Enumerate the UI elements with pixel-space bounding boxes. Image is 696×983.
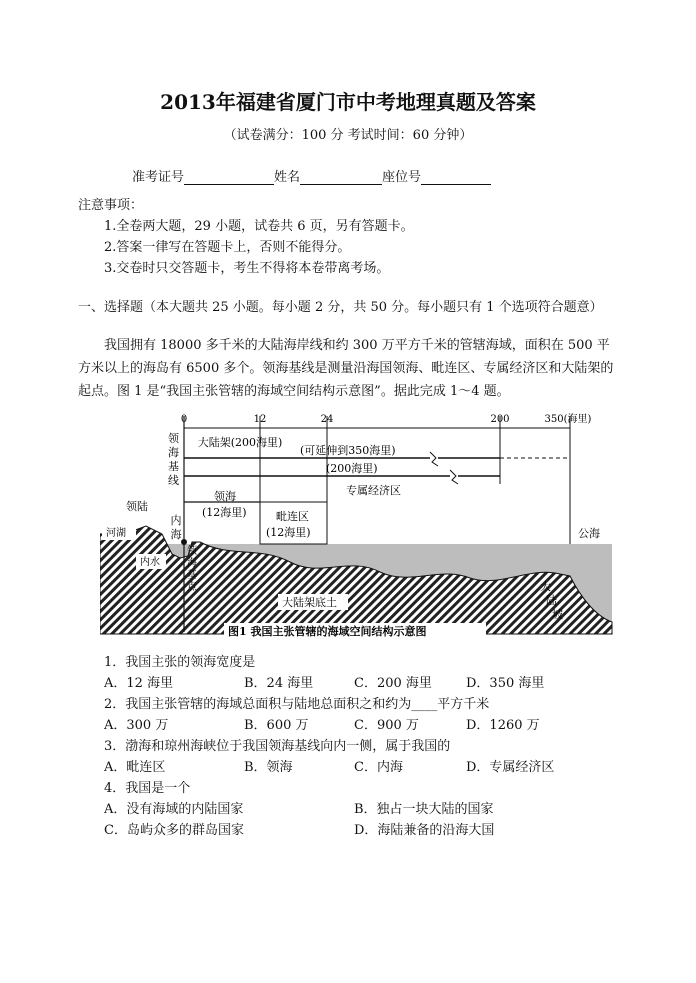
option[interactable]: B．领海 bbox=[244, 760, 293, 775]
basepoint-char: 点 bbox=[187, 582, 197, 593]
high-sea-label: 公海 bbox=[578, 527, 600, 540]
option[interactable]: C．内海 bbox=[354, 760, 403, 775]
option[interactable]: C．900 万 bbox=[354, 718, 419, 733]
note-item: 2.答案一律写在答题卡上，否则不能得分。 bbox=[104, 240, 351, 255]
option[interactable]: B．600 万 bbox=[244, 718, 309, 733]
land-label: 领陆 bbox=[126, 500, 148, 513]
option[interactable]: B．独占一块大陆的国家 bbox=[354, 802, 494, 817]
baseline-char: 领 bbox=[168, 432, 179, 445]
section-heading: 一、选择题（本大题共 25 小题。每小题 2 分，共 50 分。每小题只有 1 个选项符合题意） bbox=[78, 300, 603, 315]
slope-char: 大 bbox=[540, 580, 551, 593]
name-blank[interactable] bbox=[300, 170, 382, 185]
question-stem: 3．渤海和琼州海峡位于我国领海基线向内一侧，属于我国的 bbox=[104, 739, 451, 754]
page-title: 2013年福建省厦门市中考地理真题及答案 bbox=[160, 90, 536, 114]
basepoint-char: 领 bbox=[187, 546, 197, 557]
basepoint-char: 基 bbox=[187, 570, 197, 581]
question-stem: 4．我国是一个 bbox=[104, 781, 191, 796]
baseline-char: 基 bbox=[168, 460, 179, 473]
eez-label: 专属经济区 bbox=[346, 484, 401, 497]
eez-len-label: (200海里) bbox=[326, 462, 378, 475]
baseline-char: 海 bbox=[168, 446, 179, 459]
basepoint-char: 海 bbox=[187, 558, 197, 569]
continental-shelf-hatch bbox=[100, 526, 612, 634]
baseline-char: 线 bbox=[168, 474, 179, 487]
shelf-label: 大陆架(200海里) bbox=[197, 436, 283, 449]
name-label: 姓名 bbox=[274, 170, 301, 185]
option[interactable]: A．300 万 bbox=[104, 718, 169, 733]
option[interactable]: D．350 海里 bbox=[466, 676, 545, 691]
question-stem: 2．我国主张管辖的海域总面积与陆地总面积之和约为____平方千米 bbox=[104, 697, 490, 712]
scale-label: 12 bbox=[253, 414, 267, 425]
seabed-label: 大陆架底土 bbox=[282, 596, 337, 609]
lake-label: 河湖 bbox=[106, 528, 126, 539]
scale-label: 350(海里) bbox=[544, 414, 592, 425]
notes-heading: 注意事项： bbox=[78, 198, 144, 213]
territorial-sea-label: 领海 bbox=[214, 490, 236, 503]
intro-paragraph: 我国拥有 18000 多千米的大陆海岸线和约 300 万平方千米的管辖海域，面积在 500 平方米以上的海岛有 6500 多个。领海基线是测量沿海国领海、毗连区、专属经济区和大陆架的起点。图 1 是“我国主张管辖的海域空间结构示意图”。据此完成 1～4 题。 bbox=[78, 338, 614, 399]
scale-label: 200 bbox=[490, 414, 510, 425]
slope-char: 陆 bbox=[546, 594, 557, 607]
shelf-ext-label: (可延伸到350海里) bbox=[300, 444, 396, 457]
option[interactable]: A．毗连区 bbox=[104, 760, 166, 775]
contiguous-zone-label: 毗连区 bbox=[276, 510, 309, 523]
option[interactable]: A．没有海域的内陆国家 bbox=[104, 802, 244, 817]
scale-label: 24 bbox=[320, 414, 334, 425]
territorial-sea-len: (12海里) bbox=[202, 506, 247, 519]
note-item: 1.全卷两大题，29 小题，试卷共 6 页，另有答题卡。 bbox=[104, 219, 414, 234]
question-stem: 1．我国主张的领海宽度是 bbox=[104, 655, 256, 670]
option[interactable]: A．12 海里 bbox=[104, 676, 174, 691]
option[interactable]: D．1260 万 bbox=[466, 718, 540, 733]
option[interactable]: C．岛屿众多的群岛国家 bbox=[104, 823, 244, 838]
exam-info: （试卷满分：100 分 考试时间：60 分钟） bbox=[223, 128, 473, 143]
basepoint-dot bbox=[181, 539, 187, 545]
exam-no-blank[interactable] bbox=[184, 170, 274, 185]
option[interactable]: D．专属经济区 bbox=[466, 760, 555, 775]
seat-blank[interactable] bbox=[421, 170, 491, 185]
slope-char: 坡 bbox=[552, 608, 563, 621]
inner-sea-char: 内 bbox=[170, 514, 182, 527]
contiguous-zone-len: (12海里) bbox=[266, 526, 311, 539]
inner-sea-char: 海 bbox=[170, 528, 182, 541]
seat-label: 座位号 bbox=[382, 170, 422, 185]
note-item: 3.交卷时只交答题卡，考生不得将本卷带离考场。 bbox=[104, 261, 390, 276]
figure-caption: 图1 我国主张管辖的海域空间结构示意图 bbox=[228, 625, 427, 638]
option[interactable]: D．海陆兼备的沿海大国 bbox=[354, 823, 495, 838]
option[interactable]: B．24 海里 bbox=[244, 676, 314, 691]
maritime-zones-figure bbox=[100, 406, 620, 642]
exam-fields bbox=[132, 166, 491, 185]
scale-label: 0 bbox=[180, 414, 188, 425]
exam-no-label: 准考证号 bbox=[132, 170, 185, 185]
inner-water-label: 内水 bbox=[140, 557, 160, 568]
option[interactable]: C．200 海里 bbox=[354, 676, 432, 691]
